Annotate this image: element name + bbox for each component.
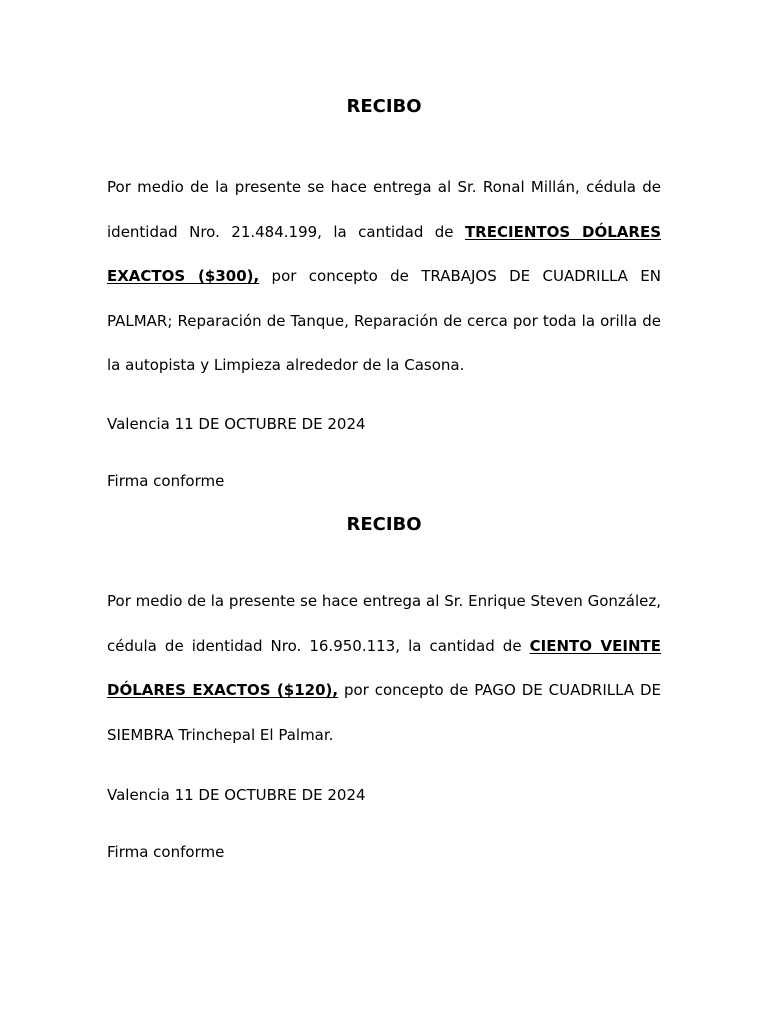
receipt-body-intro: Por medio de la presente se hace entrega al Sr. Enrique Steven González, cédula de identidad Nro. 16.950.113, la cantidad de xyxy=(107,592,661,655)
receipt-signature-label: Firma conforme xyxy=(107,471,225,490)
receipt-ronal-millan xyxy=(107,94,661,492)
receipt-body-intro: Por medio de la presente se hace entrega al Sr. Ronal Millán, cédula de identidad Nro. 21.484.199, la cantidad de xyxy=(107,178,661,241)
receipt-place-date: Valencia 11 DE OCTUBRE DE 2024 xyxy=(107,414,366,433)
receipt-body xyxy=(107,579,661,757)
receipt-amount: TRECIENTOS DÓLARES EXACTOS ($300), xyxy=(107,222,661,285)
receipt-title: RECIBO xyxy=(346,96,422,117)
receipt-body-concept: por concepto de TRABAJOS DE CUADRILLA EN PALMAR; Reparación de Tanque, Reparación de cerca por toda la orilla de la autopista y Limpieza alrededor de la Casona. xyxy=(107,267,661,374)
receipt-signature-label: Firma conforme xyxy=(107,843,225,861)
receipt-body xyxy=(107,165,661,388)
receipt-body-concept: por concepto de PAGO DE CUADRILLA DE SIEMBRA Trinchepal El Palmar. xyxy=(107,681,661,744)
receipt-title: RECIBO xyxy=(346,514,422,535)
receipt-amount: CIENTO VEINTE DÓLARES EXACTOS ($120), xyxy=(107,636,661,699)
receipt-enrique-gonzalez xyxy=(107,512,661,863)
receipt-place-date: Valencia 11 DE OCTUBRE DE 2024 xyxy=(107,786,366,804)
